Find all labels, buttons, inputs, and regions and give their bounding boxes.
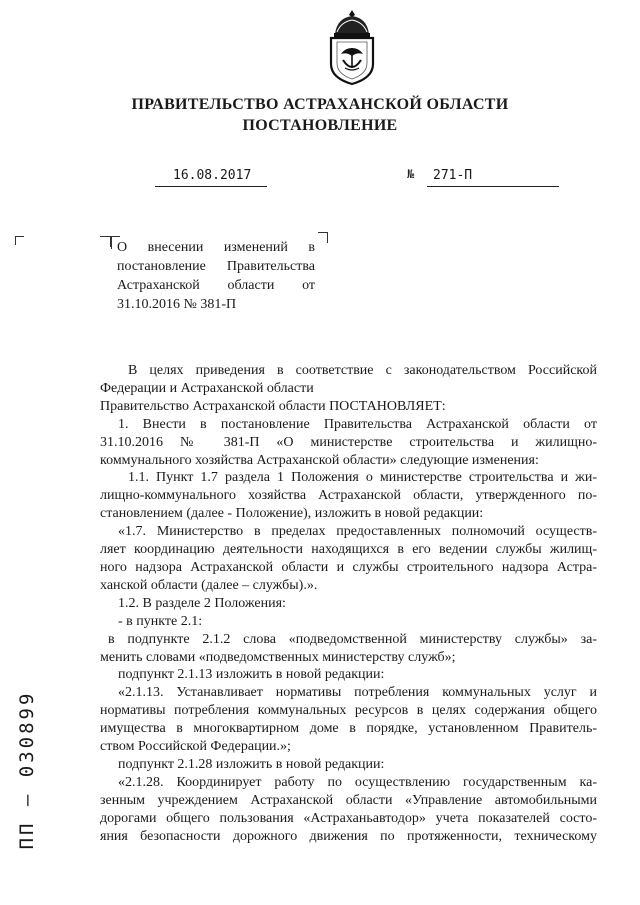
body-line: 31.10.2016 № 381-П «О министерстве строительства и жилищно- xyxy=(100,434,597,450)
subject-line: 31.10.2016 № 381-П xyxy=(117,297,237,312)
body-line: в подпункте 2.1.2 слова «подведомственной министерству службы» за- xyxy=(108,631,597,647)
body-line: яния безопасности дорожного движения по протяженности, техническому xyxy=(100,828,597,844)
body-line: нормативы потребления коммунальных ресурсов в целях содержания общего xyxy=(100,703,597,719)
subject-corner-right xyxy=(318,232,328,243)
body-line: - в пункте 2.1: xyxy=(118,613,203,629)
margin-corner-mark xyxy=(15,236,24,245)
coat-of-arms-icon xyxy=(323,8,381,86)
body-line: «2.1.28. Координирует работу по осуществлению государственным ка- xyxy=(118,774,597,790)
subject-line: Астраханской области от xyxy=(117,278,315,293)
body-line: ляет координацию деятельности находящихся в его ведении службы жилищ- xyxy=(100,542,597,558)
org-title: ПРАВИТЕЛЬСТВО АСТРАХАНСКОЙ ОБЛАСТИ xyxy=(131,96,509,113)
side-registration-stamp xyxy=(4,686,50,854)
body-line: имущества в многоквартирном доме в порядке, установленном Правитель- xyxy=(100,721,597,737)
subject-line: постановление Правительства xyxy=(117,259,315,274)
body-line: зенным учреждением Астраханской области «Управление автомобильными xyxy=(100,792,597,808)
body-line: становлением (далее - Положение), изложить в новой редакции: xyxy=(100,506,484,522)
date-value: 16.08.2017 xyxy=(173,168,252,183)
number-value: 271-П xyxy=(433,168,473,183)
subject-line: О внесении изменений в xyxy=(117,240,315,255)
body-line: дорогами общего пользования «Астраханьавтодор» учета показателей состо- xyxy=(100,810,597,826)
subject-corner-left xyxy=(100,236,111,247)
subject-block xyxy=(117,238,315,314)
doc-type: ПОСТАНОВЛЕНИЕ xyxy=(242,117,398,134)
body-line: 1. Внести в постановление Правительства Астраханской области от xyxy=(118,416,597,432)
body-line: подпункт 2.1.13 изложить в новой редакции: xyxy=(118,667,385,683)
body-line: ством Российской Федерации.»; xyxy=(100,739,291,755)
body-line: лищно-коммунального хозяйства Астраханской области, утвержденного по- xyxy=(100,488,597,504)
side-stamp-text: ПП – 030899 xyxy=(16,690,38,850)
body-line: 1.2. В разделе 2 Положения: xyxy=(118,595,286,611)
body-line: «1.7. Министерство в пределах предоставленных полномочий осуществ- xyxy=(118,524,597,540)
body-line: В целях приведения в соответствие с законодательством Российской xyxy=(128,363,597,378)
body-line: 1.1. Пункт 1.7 раздела 1 Положения о министерстве строительства и жи- xyxy=(128,470,597,486)
body-line: подпункт 2.1.28 изложить в новой редакции: xyxy=(118,756,385,772)
body-line: ного надзора Астраханской области и службы строительного надзора Астра- xyxy=(100,559,597,575)
date-field xyxy=(155,168,267,187)
body-line: коммунального хозяйства Астраханской области» следующие изменения: xyxy=(100,452,539,468)
body-line: Федерации и Астраханской области xyxy=(100,380,314,396)
body-line: ханской области (далее – службы).». xyxy=(100,577,318,593)
body-line: «2.1.13. Устанавливает нормативы потребления коммунальных услуг и xyxy=(118,685,597,701)
number-field xyxy=(427,168,559,187)
body-line: Правительство Астраханской области ПОСТАНОВЛЯЕТ: xyxy=(100,398,446,414)
number-sign: № xyxy=(407,167,415,181)
body-line: менить словами «подведомственных министерству служб»; xyxy=(100,649,456,665)
document-body xyxy=(100,362,597,845)
